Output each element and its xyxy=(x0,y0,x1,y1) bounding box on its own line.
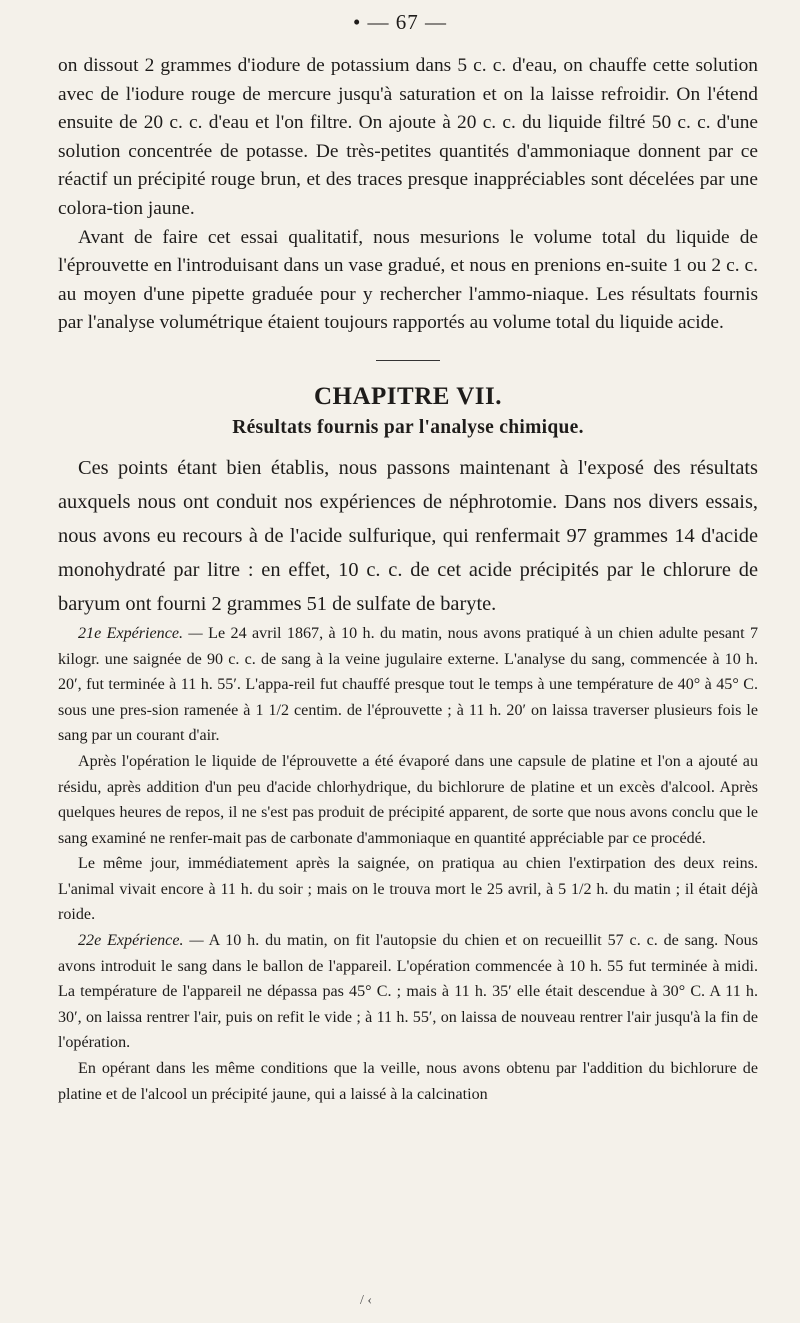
experiment-22-text: A 10 h. du matin, on fit l'autopsie du chien et on recueillit 57 c. c. de sang. Nous avons introduit le sang dans le ballon de l'appareil. L'opération commencée à 10 h. 55 fut terminée à midi. La température de l'appareil ne dépassa pas 45° C. ; mais à 11 h. 35′ elle était descendue à 30° C. A 11 h. 30′, on laissa rentrer l'air, puis on refit le vide ; à 11 h. 55′, on laissa de nouveau rentrer l'air jusqu'à la fin de l'opération. xyxy=(58,932,758,1052)
experiment-21-paragraph xyxy=(58,621,758,749)
page-number: • — 67 — xyxy=(352,10,448,34)
section-divider xyxy=(376,360,440,361)
experiment-21-label: 21e Expérience. — xyxy=(78,624,203,642)
intro-paragraph-2: Avant de faire cet essai qualitatif, nous mesurions le volume total du liquide de l'éprouvette en l'introduisant dans un vase gradué, et nous en prenions en-suite 1 ou 2 c. c. au moyen d'une pipette graduée pour y rechercher l'ammo-niaque. Les résultats fournis par l'analyse volumétrique étaient toujours rapportés au volume total du liquide acide. xyxy=(58,226,758,334)
chapter-paragraph: Ces points étant bien établis, nous passons maintenant à l'exposé des résultats auxquels nous ont conduit nos expériences de néphrotomie. Dans nos divers essais, nous avons eu recours à de l'acide sulfurique, qui renfermait 97 grammes 14 d'acide monohydraté par litre : en effet, 10 c. c. de cet acide précipités par le chlorure de baryum ont fourni 2 grammes 51 de sulfate de baryte. xyxy=(58,456,758,615)
experiment-21-paragraph-3: Le même jour, immédiatement après la saignée, on pratiqua au chien l'extirpation des deux reins. L'animal vivait encore à 11 h. du soir ; mais on le trouva mort le 25 avril, à 5 1/2 h. du matin ; il était déjà roide. xyxy=(58,855,758,924)
page-body xyxy=(58,52,758,1107)
experiment-22-paragraph xyxy=(58,928,758,1056)
experiment-21-paragraph-2: Après l'opération le liquide de l'éprouvette a été évaporé dans une capsule de platine et l'on a ajouté au résidu, après addition d'un peu d'acide chlorhydrique, du bichlorure de platine et un excès d'alcool. Après quelques heures de repos, il ne s'est pas produit de précipité apparent, de sorte que nous avons conclu que le sang examiné ne renfer-mait pas de carbonate d'ammoniaque en quantité appréciable par ce procédé. xyxy=(58,752,758,847)
chapter-subtitle: Résultats fournis par l'analyse chimique. xyxy=(232,416,584,438)
intro-paragraph-1: on dissout 2 grammes d'iodure de potassium dans 5 c. c. d'eau, on chauffe cette solution avec de l'iodure rouge de mercure jusqu'à saturation et on la laisse refroidir. On l'étend ensuite de 20 c. c. d'eau et l'on filtre. On ajoute à 20 c. c. du liquide filtré 50 c. c. d'une solution concentrée de potasse. De très-petites quantités d'ammoniaque donnent par ce réactif un précipité rouge brun, et des traces presque inappréciables sont décelées par une colora-tion jaune. xyxy=(58,55,758,219)
experiment-22-paragraph-2: En opérant dans les même conditions que la veille, nous avons obtenu par l'addition du bichlorure de platine et de l'alcool un précipité jaune, qui a laissé à la calcination xyxy=(58,1060,758,1103)
experiment-21-text: Le 24 avril 1867, à 10 h. du matin, nous avons pratiqué à un chien adulte pesant 7 kilogr. une saignée de 90 c. c. de sang à la veine jugulaire externe. L'analyse du sang, commencée à 10 h. 20′, fut terminée à 11 h. 55′. L'appa-reil fut chauffé presque tout le temps à une température de 40° à 45° C. sous une pres-sion ramenée à 1 1/2 centim. de l'éprouvette ; à 11 h. 20′ on laissa traverser plusieurs fois le sang par un courant d'air. xyxy=(58,624,759,745)
bottom-mark: / ‹ xyxy=(360,1293,373,1308)
experiment-22-label: 22e Expérience. — xyxy=(78,932,204,950)
chapter-title: CHAPITRE VII. xyxy=(313,382,503,410)
